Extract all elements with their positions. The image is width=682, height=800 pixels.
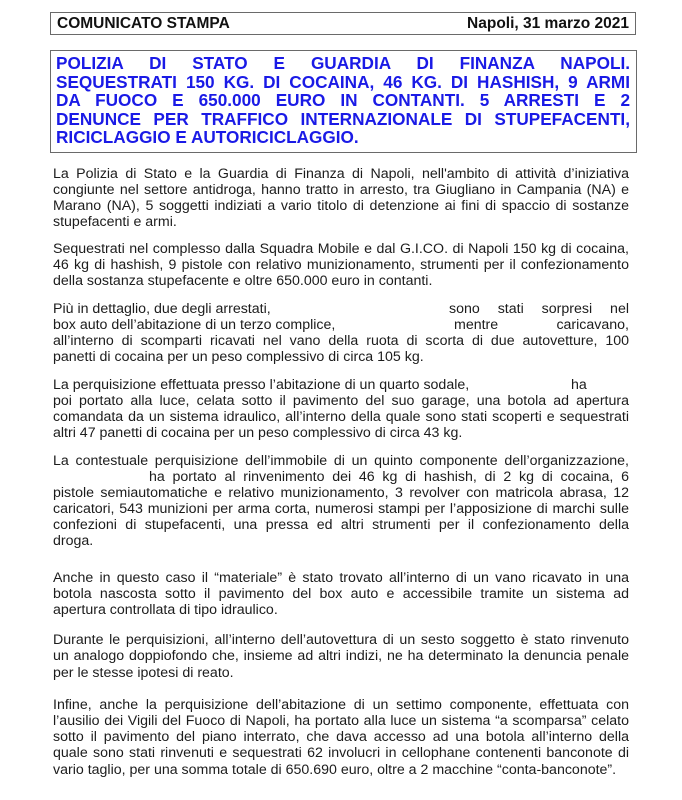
headline-line: SEQUESTRATI 150 KG. DI COCAINA, 46 KG. DI HASHISH, 9 ARMI: [56, 71, 630, 92]
paragraph-line: 46 kg di hashish, 9 pistole con relativo munizionamento, strumenti per il confezionamento: [53, 257, 629, 273]
paragraph-line: Infine, anche la perquisizione dell’abitazione di un settimo componente, effettuata con: [53, 697, 629, 713]
paragraph-line: Sequestrati nel complesso dalla Squadra Mobile e dal G.I.CO. di Napoli 150 kg di cocaina,: [53, 241, 629, 257]
paragraph-line: all’interno di scomparti ricavati nel vano della ruota di scorta di due autovetture, 100: [53, 333, 629, 349]
text-segment: mentre caricavano,: [454, 317, 629, 333]
paragraph-line: botola nascosta sotto il pavimento del box auto e accessibile tramite un sistema ad: [53, 586, 629, 602]
paragraph-line: quale sono stati rinvenuti e sequestrati 62 involucri in cellophane contenenti banconote di: [53, 745, 629, 761]
paragraph-line: poi portato alla luce, celata sotto il pavimento del suo garage, una botola ad apertura: [53, 393, 629, 409]
paragraph-line: l’ausilio dei Vigili del Fuoco di Napoli, ha portato alla luce un sistema “a scomparsa” celato: [53, 713, 629, 729]
paragraph-line: droga.: [53, 533, 94, 549]
paragraph-line: [53, 317, 629, 333]
press-release-date: Napoli, 31 marzo 2021: [467, 15, 629, 32]
paragraph-line: congiunte nel settore antidroga, hanno tratto in arresto, tra Giugliano in Campania (NA) e: [53, 182, 629, 198]
paragraph-line: sotto il pavimento del piano interrato, che dava accesso ad una botola all’interno della: [53, 729, 629, 745]
paragraph-line: [53, 301, 629, 317]
paragraph-line: Anche in questo caso il “materiale” è stato trovato all’interno di un vano ricavato in una: [53, 570, 629, 586]
text-segment: ha portato al rinvenimento dei 46 kg di hashish, di 2 kg di cocaina, 6: [149, 469, 629, 485]
headline-box: [50, 50, 637, 153]
headline-line: RICICLAGGIO E AUTORICICLAGGIO.: [56, 127, 359, 147]
paragraph-line: [53, 377, 629, 393]
headline-line: DA FUOCO E 650.000 EURO IN CONTANTI. 5 ARRESTI E 2: [56, 90, 630, 110]
paragraph-line: apertura controllata di tipo idraulico.: [53, 602, 278, 618]
paragraph-line: caricatori, 543 munizioni per arma corta, numerosi stampi per l’apposizione di marchi sulle: [53, 501, 629, 517]
press-release-header: [50, 12, 636, 35]
paragraph-line: pistole semiautomatiche e relativo munizionamento, 3 revolver con matricola abrasa, 12: [53, 485, 629, 501]
paragraph-line: comandata da un sistema idraulico, all’interno della quale sono stati scoperti e sequestrati: [53, 409, 629, 425]
headline-line: POLIZIA DI STATO E GUARDIA DI FINANZA NAPOLI.: [56, 53, 630, 73]
paragraph-line: La Polizia di Stato e la Guardia di Finanza di Napoli, nell'ambito di attività d’iniziativa: [53, 166, 629, 182]
paragraph-line: Durante le perquisizioni, all’interno dell’autovettura di un sesto soggetto è stato rinvenuto: [53, 632, 629, 648]
paragraph-line: confezioni di stupefacenti, una pressa ed altri strumenti per il confezionamento della: [53, 517, 629, 533]
text-segment: Più in dettaglio, due degli arrestati,: [53, 301, 271, 317]
text-segment: box auto dell’abitazione di un terzo complice,: [53, 317, 336, 333]
paragraph-line: La contestuale perquisizione dell’immobile di un quinto componente dell’organizzazione,: [53, 453, 629, 469]
paragraph-line: vario taglio, per una somma totale di 650.690 euro, oltre a 2 macchine “conta-banconote”.: [53, 762, 617, 778]
text-segment: sono stati sorpresi nel: [449, 301, 629, 317]
paragraph-line: stupefacenti e armi.: [53, 214, 177, 230]
paragraph-line: Marano (NA), 5 soggetti indiziati a vario titolo di detenzione ai fini di spaccio di sostanze: [53, 198, 629, 214]
paragraph-line: della sostanza stupefacente e oltre 650.000 euro in contanti.: [53, 273, 433, 289]
paragraph-line: per le stesse ipotesi di reato.: [53, 665, 234, 681]
text-segment: ha: [571, 377, 587, 393]
text-segment: La perquisizione effettuata presso l’abitazione di un quarto sodale,: [53, 377, 470, 393]
paragraph-line: un analogo doppiofondo che, insieme ad altri indizi, ne ha determinato la denuncia penale: [53, 648, 629, 664]
press-release-label: COMUNICATO STAMPA: [57, 15, 230, 32]
paragraph-line: altri 47 panetti di cocaina per un peso complessivo di circa 43 kg.: [53, 425, 463, 441]
paragraph-line: panetti di cocaina per un peso complessivo di circa 105 kg.: [53, 349, 424, 365]
headline-line: DENUNCE PER TRAFFICO INTERNAZIONALE DI STUPEFACENTI,: [56, 108, 630, 129]
